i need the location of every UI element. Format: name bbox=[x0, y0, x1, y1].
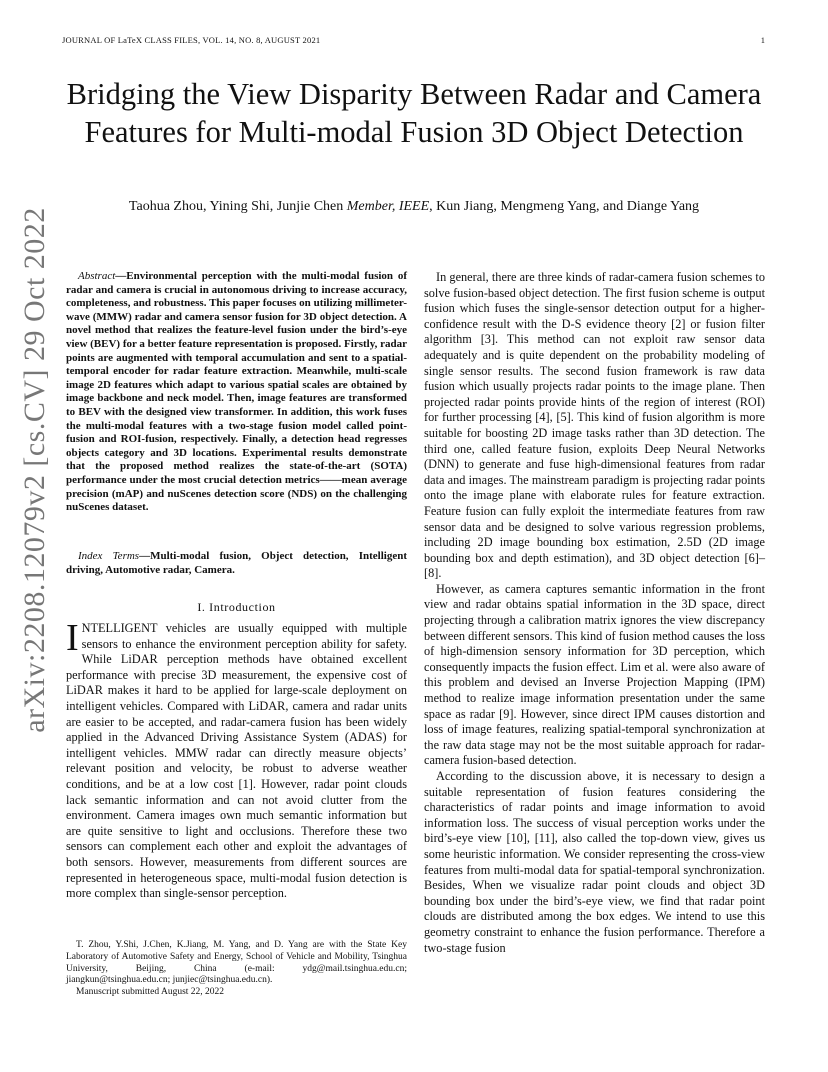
section-heading: I. Introduction bbox=[197, 600, 276, 614]
index-terms bbox=[66, 550, 407, 577]
index-terms-text: —Multi-modal fusion, Object detection, Intelligent driving, Automotive radar, Camera. bbox=[66, 550, 407, 576]
abstract bbox=[66, 270, 407, 515]
footnote bbox=[66, 940, 407, 999]
arxiv-identifier: arXiv:2208.12079v2 [cs.CV] 29 Oct 2022 bbox=[18, 207, 51, 733]
introduction-paragraph bbox=[66, 617, 407, 902]
footnote-submission: Manuscript submitted August 22, 2022 bbox=[76, 987, 225, 998]
right-column bbox=[424, 270, 765, 956]
footnote-affiliation: T. Zhou, Y.Shi, J.Chen, K.Jiang, M. Yang, and D. Yang are with the State Key Laboratory of Automotive Safety and Energy, School of Vehicle and Mobility, Tsinghua University, Beijing, China (e-mail: ydg@mail.tsinghua.edu.cn; jiangkun@tsinghua.edu.cn; junjiec@tsinghua.edu.cn). bbox=[66, 940, 407, 986]
abstract-label: Abstract bbox=[78, 270, 116, 282]
paragraph-fusion-schemes: In general, there are three kinds of radar-camera fusion schemes to solve fusion-based object detection. The first fusion scheme is output fusion which fuses the single-sensor detection output for a higher-confidence result with the D-S evidence theory [2] or fusion filter algorithm [3]. This method can not exploit raw sensor data adequately and is quite dependent on the probability modeling of single sensor results. The second fusion framework is raw data fusion which usually projects radar points to the image plane. Then projected radar points provide hints of the region of interest (ROI) for further processing [4], [5]. This kind of fusion algorithm is more suitable for boosting 2D image tasks rather than 3D detection. The third one, called feature fusion, exploits Deep Neural Networks (DNN) to generate and fuse high-dimensional features from radar data and images. The mainstream paradigm is projecting radar points onto the image plane with elaborate rules for feature extraction. Feature fusion can fully exploit the intermediate features from raw sensor data and be designed to solve various regression problems, including 2D image bounding box estimation, 2.5D (2D image bounding box and depth estimation), and 3D object detection [6]–[8]. bbox=[424, 270, 765, 581]
running-header: JOURNAL OF LaTeX CLASS FILES, VOL. 14, NO. 8, AUGUST 2021 bbox=[62, 35, 321, 45]
authors-part-1: Taohua Zhou, Yining Shi, Junjie Chen bbox=[128, 199, 347, 214]
index-terms-label: Index Terms bbox=[78, 550, 140, 562]
paper-title: Bridging the View Disparity Between Radar and Camera Features for Multi-modal Fusion 3D Object Detection bbox=[66, 77, 762, 149]
abstract-text: —Environmental perception with the multi-modal fusion of radar and camera is crucial in autonomous driving to increase accuracy, completeness, and robustness. This paper focuses on utilizing millimeter-wave (MMW) radar and camera sensor fusion for 3D object detection. A novel method that realizes the feature-level fusion under the bird’s-eye view (BEV) for a better feature representation is proposed. Firstly, radar points are augmented with temporal accumulation and sent to a spatial-temporal encoder for radar feature extraction. Meanwhile, multi-scale image 2D features which adapt to various spatial scales are obtained by image backbone and neck model. Then, image features are transformed to BEV with the designed view transformer. In addition, this work fuses the multi-modal features with a two-stage fusion model called point-fusion and ROI-fusion, respectively. Finally, a detection head regresses objects category and 3D locations. Experimental results demonstrate that the proposed method realizes the state-of-the-art (SOTA) performance under the most crucial detection metrics——mean average precision (mAP) and nuScenes detection score (NDS) on the challenging nuScenes dataset. bbox=[66, 270, 407, 514]
authors-part-2: , Kun Jiang, Mengmeng Yang, and Diange Yang bbox=[429, 199, 700, 214]
drop-cap: I bbox=[66, 617, 79, 659]
arxiv-stamp bbox=[5, 0, 65, 1072]
author-membership: Member, IEEE bbox=[346, 199, 430, 214]
author-list bbox=[40, 199, 788, 215]
page-number: 1 bbox=[760, 35, 765, 45]
paragraph-view-discrepancy: However, as camera captures semantic information in the front view and radar obtains spatial information in the 3D space, direct projecting through a calibration matrix ignores the view discrepancy between different sensors. This kind of fusion method causes the loss of high-dimension sensory information for 3D perception, which consequently impacts the fusion effect. Lim et al. were also aware of this problem and devised an Inverse Projection Mapping (IPM) method to realize image information presentation under the same space as radar [9]. However, since direct IPM causes distortion and loss of image features, realizing spatial-temporal synchronization at the raw data stage may not be the most suitable approach for radar-camera fusion-based detection. bbox=[424, 581, 765, 768]
paragraph-bev-representation: According to the discussion above, it is necessary to design a suitable representation of fusion features considering the characteristics of radar points and image information to avoid information loss. The success of visual perception works under the bird’s-eye view [10], [11], also called the top-down view, gives us some heuristic information. We consider representing the cross-view features from multi-modal data for spatial-temporal synchronization. Besides, When we visualize radar point clouds and object 3D bounding box under the bird’s-eye view, we find that radar point clouds are distributed among the box edges. We intend to use this geometry constraint to enhance the fusion performance. Therefore a two-stage fusion bbox=[424, 769, 765, 955]
intro-text: NTELLIGENT vehicles are usually equipped with multiple sensors to enhance the environment perception ability for safety. While LiDAR perception methods have obtained excellent performance with precise 3D measurement, the expensive cost of LiDAR makes it hard to be applied for large-scale deployment on intelligent vehicles. Compared with LiDAR, camera and radar units are easier to be accepted, and radar-camera fusion has been widely applied in the Advanced Driving Assistance System (ADAS) for intelligent vehicles. MMW radar can directly measure objects’ relevant position and velocity, be robust to adverse weather conditions, and be at a low cost [1]. However, radar point clouds lack semantic information and can not avoid clutter from the environment. Camera images own much semantic information but are quite sensitive to light and occlusions. Therefore these two sensors can complement each other and exploit the advantages of both sensors. However, measurements from different sources are represented in heterogeneous space, multi-modal fusion detection is more complex than single-sensor perception. bbox=[66, 621, 407, 901]
